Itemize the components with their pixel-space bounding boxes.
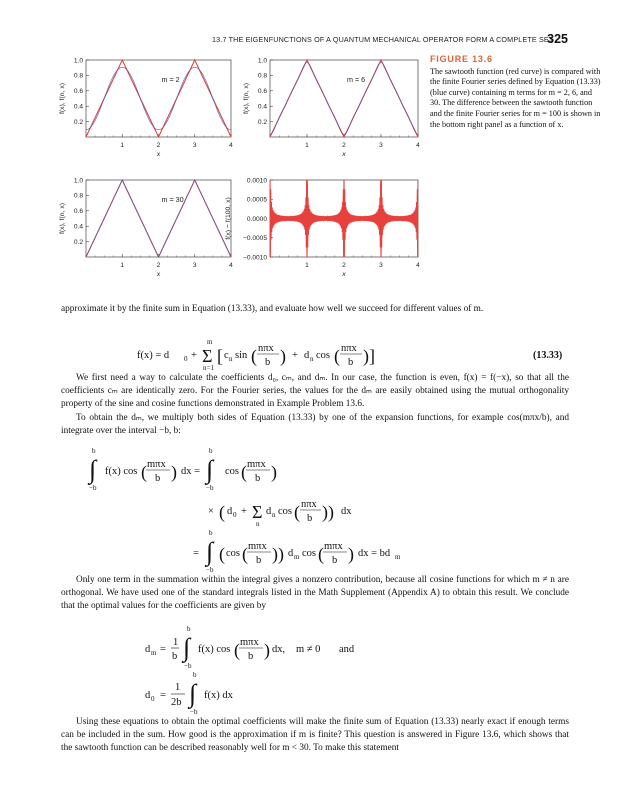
y-tick-label: 0.0010 [246,177,267,185]
svg-text:m: m [395,553,401,561]
plot-frame [270,60,418,137]
svg-text:)): )) [272,544,284,564]
svg-text:−b: −b [184,662,192,670]
fourier-line [86,67,231,129]
integral-derivation [61,446,569,572]
svg-text:b: b [265,357,271,368]
svg-text:∫: ∫ [189,679,197,708]
svg-text:+: + [191,350,197,361]
y-axis-label: f(x), f(n, x) [59,83,66,114]
fourier-line [270,63,418,135]
svg-text:0: 0 [184,355,188,363]
svg-text:(: ( [251,346,257,366]
x-tick-label: 1 [120,142,125,149]
y-tick-label: 0.6 [73,88,83,96]
svg-text:n: n [256,520,260,528]
y-axis-label: f(x), f(n, x) [243,83,250,114]
svg-text:cos: cos [225,466,239,477]
x-tick-label: 4 [229,142,233,149]
svg-text:b: b [193,671,197,679]
svg-text:): ) [348,544,354,564]
y-tick-label: 1.0 [257,57,267,65]
svg-text:mπx: mπx [147,459,166,470]
svg-text:b: b [155,473,161,484]
x-tick-label: 3 [379,142,383,149]
paragraph-1: approximate it by the finite sum in Equation (13.33), and evaluate how well we succeed for different values of m. [61,304,484,314]
svg-text:)]: )] [363,346,375,366]
svg-text:b: b [92,447,96,455]
svg-text:1: 1 [173,637,179,648]
y-tick-label: 1.0 [73,57,83,65]
svg-text:b: b [348,357,354,368]
plot-frame [86,180,231,257]
svg-text:d: d [227,506,233,517]
eq1-lhs: f(x) = d [137,350,170,361]
svg-text:2b: 2b [171,697,182,708]
svg-text:mπx: mπx [248,541,267,552]
x-tick-label: 2 [156,142,161,149]
x-tick-label: 3 [379,262,383,269]
svg-text:m: m [207,338,213,346]
svg-text:n=1: n=1 [203,364,214,372]
paragraph-4: Only one term in the summation within the integral gives a nonzero contribution, because all cosine functions for which m ≠ n are orthogonal. We have used one of the standard integrals listed in the Math Supplement (Appendix A) to obtain this result. We conclude that the optimal values for the coefficients are given by [61,575,569,612]
coefficient-equations [61,624,569,716]
svg-text:−b: −b [89,484,97,492]
y-tick-label: 0.2 [73,118,83,126]
figure-caption [430,54,602,130]
svg-text:b: b [172,651,178,662]
svg-text:mπx: mπx [247,459,266,470]
svg-text:m ≠ 0: m ≠ 0 [296,644,321,655]
y-tick-label: 1.0 [73,177,83,185]
y-tick-label: 0.4 [73,223,83,231]
y-tick-label: 0.8 [73,72,83,80]
paragraph-3: To obtain the dₘ, we multiply both sides of Equation (13.33) by one of the expansion functions, for example cos(mπx/b), and integrate over the interval −b, b: [61,413,569,437]
svg-text:∫: ∫ [89,455,97,484]
x-tick-label: 4 [416,142,420,149]
svg-text:b: b [332,555,338,566]
sawtooth-line [86,60,231,137]
svg-text:nπx: nπx [258,343,274,354]
y-tick-label: 0.2 [73,238,83,246]
y-tick-label: 0.4 [257,103,267,111]
svg-text:=: = [193,548,199,559]
svg-text:(: ( [318,544,324,564]
page-number: 325 [547,32,568,46]
y-tick-label: −0.0010 [242,254,267,262]
x-axis-label: x [156,151,161,158]
svg-text:[: [ [217,346,223,366]
svg-text:(: ( [334,346,340,366]
sawtooth-line [270,60,418,137]
svg-text:d: d [145,690,151,701]
svg-text:b: b [209,529,213,537]
y-tick-label: 0.0005 [246,196,267,204]
svg-text:): ) [264,640,270,660]
m-annotation: m = 2 [161,75,180,84]
svg-text:sin: sin [235,350,248,361]
svg-text:cos: cos [226,548,240,559]
svg-text:−b: −b [206,566,214,574]
svg-text:cos: cos [316,350,330,361]
svg-text:dx,: dx, [272,644,286,655]
y-tick-label: 0.2 [257,118,267,126]
x-tick-label: 1 [305,262,309,269]
svg-text:1: 1 [175,682,181,693]
svg-text:×: × [208,506,214,517]
eq1-number: (13.33) [533,350,563,361]
svg-text:(: ( [219,544,225,564]
svg-text:−b: −b [206,484,214,492]
svg-text:b: b [256,555,262,566]
svg-text:and: and [339,644,355,655]
x-tick-label: 2 [342,142,346,149]
fourier-line [86,181,231,257]
svg-text:Σ: Σ [202,346,213,366]
svg-text:): ) [271,462,277,482]
svg-text:mπx: mπx [240,637,259,648]
header-title: 13.7 THE EIGENFUNCTIONS OF A QUANTUM MECHANICAL OPERATOR FORM A COMPLETE SET [212,35,554,44]
y-axis-label: f(x), f(n, x) [59,203,66,234]
figure-13-6 [56,50,426,290]
x-tick-label: 2 [156,262,161,269]
x-tick-label: 2 [342,262,346,269]
svg-text:): ) [280,346,286,366]
x-tick-label: 1 [120,262,125,269]
svg-text:(: ( [219,502,225,522]
y-tick-label: 0.8 [257,72,267,80]
x-axis-label: x [342,271,346,278]
x-tick-label: 1 [305,142,309,149]
sawtooth-line [86,180,231,257]
equation-13-33 [61,334,569,374]
svg-text:Σ: Σ [252,502,263,522]
paragraph-2: We first need a way to calculate the coefficients d₀, cₘ, and dₘ. In our case, the function is even, f(x) = f(−x), so that all the coefficients cₘ are identically zero. For the Fourier series, the values for the dₘ are easily obtained using the mutual orthogonality property of the sine and cosine functions demonstrated in Example Problem 13.6. [61,373,569,410]
m-annotation: m = 30 [161,195,184,204]
svg-text:c: c [224,350,229,361]
svg-text:f(x) cos: f(x) cos [198,644,231,655]
svg-text:(: ( [234,640,240,660]
svg-text:cos: cos [278,506,292,517]
svg-text:cos: cos [302,548,316,559]
x-axis-label: x [342,151,346,158]
svg-text:n: n [229,355,233,363]
svg-text:f(x) cos: f(x) cos [105,466,138,477]
svg-text:d: d [304,350,310,361]
svg-text:b: b [187,625,191,633]
svg-text:(: ( [242,544,248,564]
svg-text:m: m [294,553,300,561]
svg-text:dx = bd: dx = bd [358,548,391,559]
x-axis-label: x [156,271,161,278]
svg-text:nπx: nπx [341,343,357,354]
svg-text:∫: ∫ [206,455,214,484]
svg-text:b: b [307,513,313,524]
svg-text:+: + [241,506,247,517]
svg-text:dx: dx [341,506,352,517]
running-header [212,32,592,48]
svg-text:m: m [151,649,157,657]
svg-text:dx =: dx = [181,466,201,477]
svg-text:b: b [255,473,261,484]
svg-text:0: 0 [151,695,155,703]
y-tick-label: 0.0000 [246,215,267,223]
y-tick-label: 0.8 [73,192,83,200]
svg-text:=: = [160,690,166,701]
svg-text:−b: −b [190,708,198,716]
svg-text:n: n [272,511,276,519]
svg-text:d: d [145,644,151,655]
svg-text:n: n [310,355,314,363]
x-tick-label: 3 [192,142,197,149]
svg-text:d: d [288,548,294,559]
x-tick-label: 4 [229,262,233,269]
svg-text:∫: ∫ [206,537,214,566]
m-annotation: m = 6 [347,75,366,84]
svg-text:f(x) dx: f(x) dx [204,690,233,701]
y-tick-label: 0.6 [257,88,267,96]
plot-frame [86,60,231,137]
svg-text:(: ( [241,462,247,482]
paragraph-5: Using these equations to obtain the optimal coefficients will make the finite sum of Equation (13.33) nearly exact if enough terms can be included in the sum. How good is the approximation if m is finite? This question is answered in Figure 13.6, which shows that the sawtooth function can be described reasonably well for m < 30. To make this statement [61,717,569,754]
svg-text:+: + [292,350,298,361]
svg-text:)): )) [322,502,334,522]
caption-label: FIGURE 13.6 [430,54,493,64]
svg-text:∫: ∫ [183,633,191,662]
y-tick-label: 0.4 [73,103,83,111]
y-tick-label: 0.6 [73,208,83,216]
svg-text:b: b [209,447,213,455]
svg-text:0: 0 [233,511,237,519]
svg-text:nπx: nπx [301,499,317,510]
svg-text:=: = [160,644,166,655]
svg-text:d: d [266,506,272,517]
x-tick-label: 4 [416,262,420,269]
x-tick-label: 3 [192,262,197,269]
caption-text: The sawtooth function (red curve) is compared with the finite Fourier series defined by Equation (13.33) (blue curve) containing m terms for m = 2, 6, and 30. The difference between the sawtooth function and the finite Fourier series for m = 100 is shown in the bottom right panel as a function of x. [430,66,601,129]
svg-text:(: ( [141,462,147,482]
svg-text:mπx: mπx [324,541,343,552]
y-tick-label: −0.0005 [242,235,267,243]
svg-text:): ) [171,462,177,482]
svg-text:(: ( [294,502,300,522]
y-axis-label: f(x) − f(100, x) [225,197,232,240]
svg-text:b: b [248,651,254,662]
